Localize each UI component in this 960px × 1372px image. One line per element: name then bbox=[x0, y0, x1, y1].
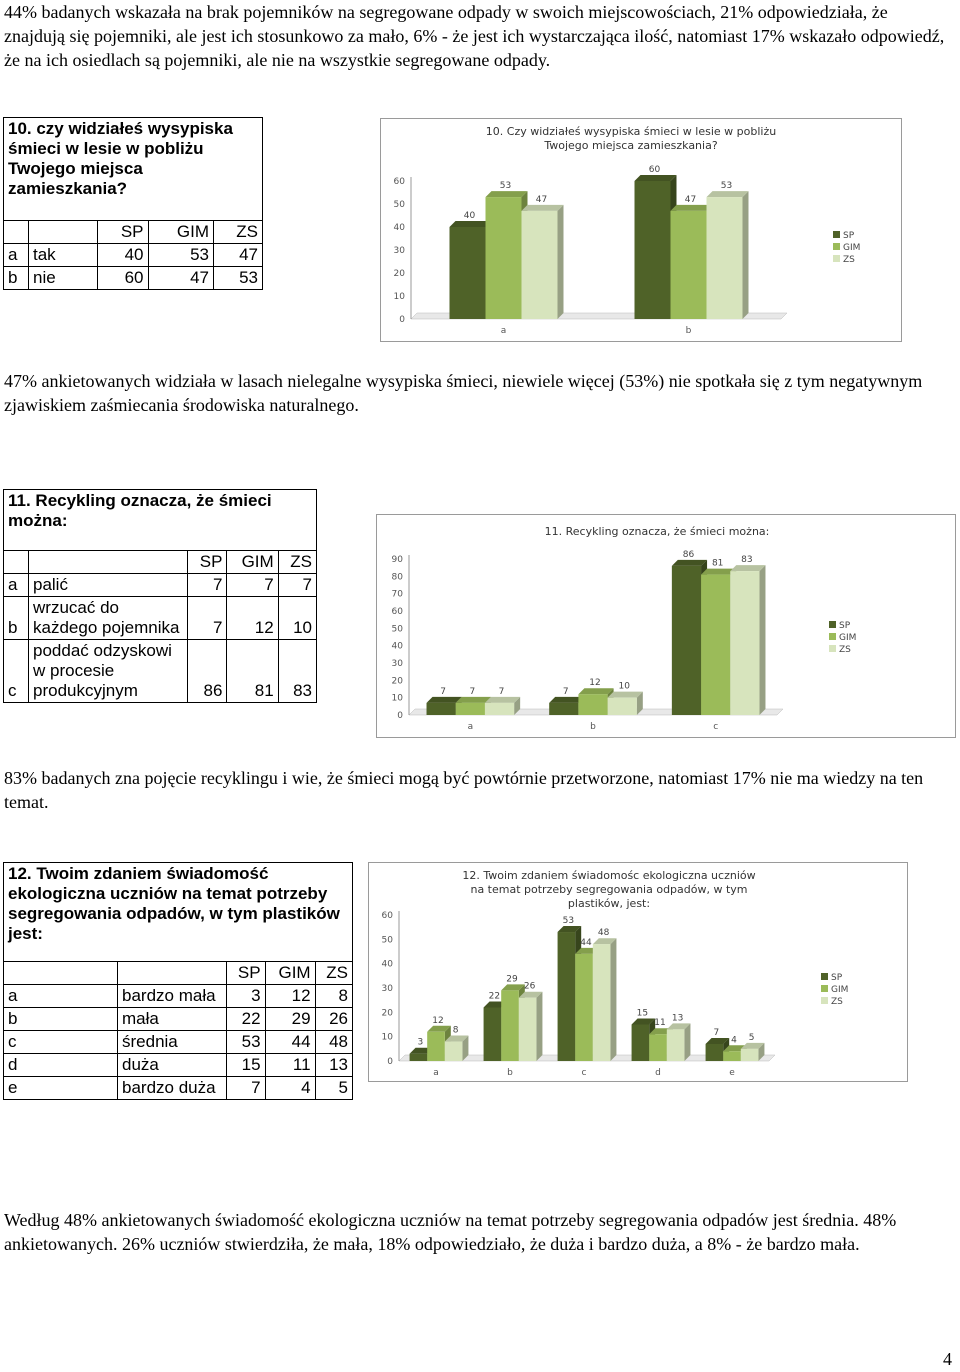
data-label: 53 bbox=[720, 181, 733, 192]
q10-title: 10. czy widziałeś wysypiska śmieci w lesie w pobliżu Twojego miejsca zamieszkania? bbox=[4, 118, 263, 221]
y-tick-label: 40 bbox=[393, 223, 405, 233]
bar-top bbox=[486, 191, 528, 197]
bar-GIM-b bbox=[578, 694, 607, 715]
bar-top bbox=[707, 191, 749, 197]
y-tick-label: 0 bbox=[387, 1057, 393, 1067]
bar-GIM-b bbox=[671, 211, 707, 319]
y-tick-label: 50 bbox=[391, 624, 403, 635]
table-row: d duża 15 11 13 bbox=[4, 1054, 353, 1077]
legend-entry: GIM bbox=[843, 243, 861, 253]
data-label: 10 bbox=[618, 681, 630, 692]
chart-title bbox=[486, 125, 776, 152]
data-label: 48 bbox=[597, 928, 610, 939]
legend-swatch bbox=[829, 645, 836, 652]
bar-side bbox=[558, 205, 564, 319]
bar-top bbox=[608, 692, 643, 698]
bar-top bbox=[730, 565, 765, 571]
bar-SP-c bbox=[672, 566, 701, 715]
x-tick-label: b bbox=[685, 326, 692, 336]
chart-title bbox=[545, 525, 770, 538]
chart-q11-svg bbox=[377, 515, 955, 737]
legend-entry: SP bbox=[831, 973, 843, 983]
table-row: c poddać odzyskowi w procesie produkcyjnym 86 81 83 bbox=[4, 640, 317, 703]
bar-GIM-a bbox=[427, 1032, 445, 1061]
x-tick-label: c bbox=[713, 722, 719, 732]
data-label: 83 bbox=[741, 555, 753, 566]
y-tick-label: 60 bbox=[381, 911, 393, 921]
chart-title-line: na temat potrzeby segregowania odpadów, w tym bbox=[470, 883, 748, 896]
legend-swatch bbox=[833, 231, 840, 238]
chart-title-line: 10. Czy widziałeś wysypiska śmieci w lesie w pobliżu bbox=[485, 125, 777, 138]
bar-SP-d bbox=[632, 1025, 650, 1062]
chart-title-line: 11. Recykling oznacza, że śmieci można: bbox=[544, 525, 770, 538]
bar-GIM-a bbox=[456, 703, 485, 715]
q12-table bbox=[3, 862, 353, 1100]
data-label: 11 bbox=[654, 1018, 666, 1029]
chart-title-line: plastików, jest: bbox=[567, 897, 651, 910]
y-tick-label: 20 bbox=[391, 676, 403, 687]
chart-q12-svg bbox=[369, 863, 907, 1081]
q10-col-zs: ZS bbox=[214, 221, 263, 244]
bar-GIM-b bbox=[501, 990, 519, 1061]
x-tick-label: e bbox=[729, 1068, 735, 1078]
bar-ZS-b bbox=[707, 197, 743, 319]
legend-swatch bbox=[829, 621, 836, 628]
y-tick-label: 0 bbox=[399, 315, 405, 325]
table-row: e bardzo duża 7 4 5 bbox=[4, 1077, 353, 1100]
bar-SP-b bbox=[635, 181, 671, 319]
legend-entry: ZS bbox=[831, 997, 843, 1007]
bar-GIM-c bbox=[701, 575, 730, 715]
x-tick-label: a bbox=[500, 326, 507, 336]
q11-col-zs: ZS bbox=[278, 551, 316, 574]
y-tick-label: 50 bbox=[381, 935, 393, 946]
x-tick-label: a bbox=[433, 1068, 439, 1078]
table-row: b nie 60 47 53 bbox=[4, 267, 263, 290]
y-tick-label: 20 bbox=[381, 1008, 393, 1019]
y-tick-label: 20 bbox=[393, 269, 405, 279]
bar-top bbox=[522, 205, 564, 211]
bar-SP-b bbox=[484, 1007, 502, 1061]
data-label: 44 bbox=[580, 937, 592, 948]
y-tick-label: 10 bbox=[393, 292, 405, 302]
q10-table bbox=[3, 117, 263, 290]
legend-swatch bbox=[833, 255, 840, 262]
data-label: 5 bbox=[748, 1032, 755, 1043]
legend-swatch bbox=[821, 985, 828, 992]
data-label: 7 bbox=[562, 686, 569, 697]
bar-GIM-a bbox=[486, 197, 522, 319]
data-label: 13 bbox=[671, 1013, 684, 1024]
bar-ZS-b bbox=[519, 998, 537, 1061]
bar-side bbox=[743, 191, 749, 319]
data-label: 22 bbox=[488, 991, 501, 1002]
bar-ZS-a bbox=[485, 703, 514, 715]
bar-SP-b bbox=[549, 703, 578, 715]
y-tick-label: 30 bbox=[391, 659, 403, 669]
bar-top bbox=[450, 221, 492, 227]
q12-col-gim: GIM bbox=[265, 962, 315, 985]
table-row: c średnia 53 44 48 bbox=[4, 1031, 353, 1054]
bar-ZS-e bbox=[741, 1049, 759, 1061]
y-tick-label: 80 bbox=[391, 572, 403, 583]
paragraph-3: 83% badanych zna pojęcie recyklingu i wie, że śmieci mogą być powtórnie przetworzone, natomiast 17% nie ma wiedzy na ten temat. bbox=[4, 768, 924, 812]
bar-top bbox=[485, 697, 520, 703]
bar-ZS-a bbox=[445, 1042, 463, 1061]
bar-top bbox=[672, 560, 707, 566]
data-label: 26 bbox=[523, 981, 536, 992]
bar-top bbox=[427, 697, 462, 703]
data-label: 7 bbox=[713, 1027, 720, 1038]
bar-side bbox=[684, 1023, 690, 1061]
legend-entry: SP bbox=[839, 621, 851, 631]
y-tick-label: 50 bbox=[393, 200, 405, 210]
bar-top bbox=[635, 175, 677, 181]
y-tick-label: 90 bbox=[391, 555, 403, 565]
bar-SP-e bbox=[706, 1044, 724, 1061]
data-label: 3 bbox=[417, 1037, 424, 1048]
y-tick-label: 10 bbox=[381, 1032, 393, 1043]
bar-SP-a bbox=[450, 227, 486, 319]
table-row: b mała 22 29 26 bbox=[4, 1008, 353, 1031]
y-tick-label: 40 bbox=[391, 641, 403, 652]
legend-swatch bbox=[833, 243, 840, 250]
legend-entry: SP bbox=[843, 231, 855, 241]
q12-col-zs: ZS bbox=[315, 962, 352, 985]
data-label: 53 bbox=[562, 916, 575, 927]
q10-col-gim: GIM bbox=[148, 221, 214, 244]
bar-SP-c bbox=[558, 932, 576, 1061]
x-tick-label: a bbox=[467, 722, 474, 732]
page-number: 4 bbox=[943, 1349, 952, 1369]
data-label: 81 bbox=[711, 558, 724, 569]
table-row: a tak 40 53 47 bbox=[4, 244, 263, 267]
bar-top bbox=[578, 688, 613, 694]
bar-GIM-d bbox=[649, 1034, 667, 1061]
x-tick-label: c bbox=[581, 1068, 587, 1078]
chart-q10 bbox=[380, 118, 902, 342]
legend-entry: ZS bbox=[839, 645, 851, 655]
bar-top bbox=[456, 697, 491, 703]
bar-side bbox=[536, 992, 542, 1061]
bar-ZS-c bbox=[730, 571, 759, 715]
legend-swatch bbox=[821, 997, 828, 1004]
q11-title: 11. Recykling oznacza, że śmieci można: bbox=[4, 490, 317, 551]
table-row: a palić 7 7 7 bbox=[4, 574, 317, 597]
y-tick-label: 70 bbox=[391, 589, 403, 600]
data-label: 12 bbox=[589, 678, 601, 689]
paragraph-2: 47% ankietowanych widziała w lasach nielegalne wysypiska śmieci, niewiele więcej (53%) nie spotkała się z tym negatywnym zjawiskiem zaśmiecania środowiska naturalnego. bbox=[4, 371, 923, 415]
data-label: 47 bbox=[535, 194, 548, 205]
x-tick-label: b bbox=[507, 1068, 513, 1078]
data-label: 29 bbox=[506, 974, 518, 985]
x-tick-label: d bbox=[655, 1068, 661, 1078]
q11-col-gim: GIM bbox=[227, 551, 278, 574]
paragraph-1: 44% badanych wskazała na brak pojemników na segregowane odpady w swoich miejscowościach, 21% odpowiedziała, że znajdują się pojemniki, ale jest ich stosunkowo za mało, 6% - że jest ich wystarczająca ilość, natomiast 17% wskazało odpowiedź, że na ich osiedlach są pojemniki, ale nie na wszystkie segregowane odpady. bbox=[4, 2, 945, 70]
data-label: 15 bbox=[636, 1008, 649, 1019]
table-row: a bardzo mała 3 12 8 bbox=[4, 985, 353, 1008]
bar-SP-a bbox=[410, 1054, 428, 1061]
bar-ZS-d bbox=[667, 1029, 685, 1061]
legend-entry: GIM bbox=[839, 633, 857, 643]
chart-q10-svg bbox=[381, 119, 901, 341]
bar-SP-a bbox=[427, 703, 456, 715]
bar-GIM-e bbox=[723, 1051, 741, 1061]
y-tick-label: 10 bbox=[391, 693, 403, 704]
bar-ZS-a bbox=[522, 211, 558, 319]
data-label: 40 bbox=[463, 211, 476, 221]
data-label: 12 bbox=[432, 1015, 444, 1026]
q10-col-sp: SP bbox=[98, 221, 149, 244]
bar-ZS-b bbox=[608, 698, 637, 715]
data-label: 47 bbox=[684, 194, 697, 205]
y-tick-label: 30 bbox=[393, 246, 405, 256]
chart-title-line: 12. Twoim zdaniem świadomośc ekologiczna uczniów bbox=[462, 869, 756, 882]
bar-GIM-c bbox=[575, 954, 593, 1061]
bar-ZS-c bbox=[593, 944, 611, 1061]
legend-swatch bbox=[829, 633, 836, 640]
data-label: 8 bbox=[452, 1025, 459, 1036]
legend-entry: ZS bbox=[843, 255, 855, 265]
y-tick-label: 60 bbox=[391, 607, 403, 617]
y-tick-label: 40 bbox=[381, 959, 393, 970]
paragraph-4: Według 48% ankietowanych świadomość ekologiczna uczniów na temat potrzeby segregowania odpadów jest średnia. 48% ankietowanych. 26% uczniów stwierdziła, że mała, 18% odpowiedziało, że duża i bardzo duża, a 8% - że bardzo mała. bbox=[4, 1210, 897, 1254]
data-label: 7 bbox=[440, 686, 446, 697]
chart-q12 bbox=[368, 862, 908, 1082]
q11-col-sp: SP bbox=[188, 551, 227, 574]
chart-title-line: Twojego miejsca zamieszkania? bbox=[544, 139, 718, 152]
y-tick-label: 0 bbox=[397, 711, 403, 721]
bar-side bbox=[759, 565, 765, 715]
data-label: 86 bbox=[682, 549, 695, 560]
table-row: b wrzucać do każdego pojemnika 7 12 10 bbox=[4, 597, 317, 640]
data-label: 7 bbox=[498, 686, 505, 697]
legend-swatch bbox=[821, 973, 828, 980]
y-tick-label: 30 bbox=[381, 984, 393, 994]
legend-entry: GIM bbox=[831, 985, 849, 995]
q11-table bbox=[3, 489, 317, 703]
q12-col-sp: SP bbox=[227, 962, 266, 985]
data-label: 53 bbox=[499, 181, 512, 192]
bar-side bbox=[610, 938, 616, 1061]
data-label: 60 bbox=[648, 165, 661, 175]
bar-top bbox=[671, 205, 713, 211]
chart-q11 bbox=[376, 514, 956, 738]
y-tick-label: 60 bbox=[393, 177, 405, 187]
data-label: 4 bbox=[731, 1035, 737, 1046]
data-label: 7 bbox=[469, 686, 476, 697]
x-tick-label: b bbox=[590, 722, 596, 732]
q12-title: 12. Twoim zdaniem świadomość ekologiczna uczniów na temat potrzeby segregowania odpadów, w tym plastików jest: bbox=[4, 863, 353, 962]
chart-title bbox=[462, 869, 755, 910]
